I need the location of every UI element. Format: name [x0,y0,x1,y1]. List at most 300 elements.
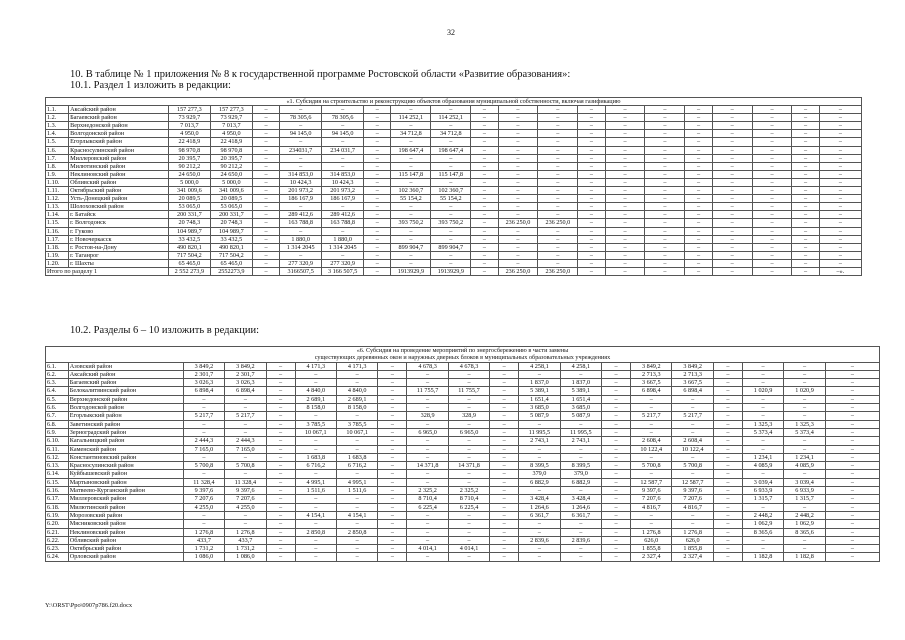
value-cell: 157 277,3 [168,106,210,114]
value-cell: – [431,251,471,259]
value-cell: – [825,453,879,461]
value-cell: – [498,259,538,267]
row-number: 1.8. [46,162,69,170]
value-cell: 433,7 [225,536,266,544]
value-cell: – [672,404,713,412]
value-cell: – [431,227,471,235]
value-cell: 73 929,7 [210,114,252,122]
value-cell: – [538,243,578,251]
value-cell: – [713,404,742,412]
table-caption-line-2: существующих деревянных окон и наружных дверных блоков в муниципальных образовательных учреждениях [46,354,880,362]
value-cell: 4 995,1 [295,478,336,486]
value-cell: – [183,453,224,461]
value-cell: – [407,420,448,428]
value-cell: 10 067,1 [336,428,377,436]
value-cell: – [364,130,391,138]
value-cell: 1 325,3 [742,420,783,428]
value-cell: – [560,453,601,461]
value-cell: – [538,187,578,195]
value-cell: – [295,412,336,420]
value-cell: – [378,370,407,378]
value-cell: – [631,470,672,478]
value-cell: – [490,478,519,486]
value-cell: 626,0 [631,536,672,544]
value-cell: – [819,146,861,154]
value-cell: 4 014,1 [407,545,448,553]
value-cell: – [712,267,752,275]
value-cell: – [183,428,224,436]
value-cell: 102 360,7 [391,187,431,195]
value-cell: – [742,470,783,478]
district-name: Заветинский район [68,420,183,428]
value-cell: – [448,478,489,486]
value-cell: 4 678,3 [407,362,448,370]
value-cell: 1 651,4 [560,395,601,403]
value-cell: – [605,138,645,146]
district-name: г. Волгодонск [69,219,169,227]
value-cell: – [252,170,279,178]
value-cell: – [266,553,295,561]
value-cell: – [752,235,792,243]
value-cell: – [471,195,498,203]
value-cell: – [645,195,685,203]
value-cell: 5 700,8 [672,462,713,470]
value-cell: – [266,412,295,420]
value-cell: 328,9 [448,412,489,420]
district-name: Октябрьский район [68,545,183,553]
value-cell: – [519,528,560,536]
value-cell: – [431,106,471,114]
value-cell: 24 650,0 [168,170,210,178]
value-cell: – [712,243,752,251]
value-cell: – [792,122,819,130]
value-cell: – [685,219,712,227]
row-number: 6.13. [46,462,69,470]
value-cell: – [672,511,713,519]
district-name: Мартыновский район [68,478,183,486]
value-cell: 2 713,3 [631,370,672,378]
value-cell: – [605,122,645,130]
row-number: 6.15. [46,478,69,486]
value-cell: – [336,470,377,478]
value-cell: – [602,503,631,511]
row-number: 1.14. [46,211,69,219]
value-cell: 5 700,8 [631,462,672,470]
value-cell: – [752,203,792,211]
value-cell: – [490,553,519,561]
value-cell: – [713,428,742,436]
value-cell: 198 647,4 [391,146,431,154]
value-cell: – [752,162,792,170]
value-cell: – [378,387,407,395]
value-cell: – [602,370,631,378]
value-cell: 4 171,3 [336,362,377,370]
row-number: 1.5. [46,138,69,146]
value-cell: 341 009,6 [168,187,210,195]
value-cell: – [713,379,742,387]
value-cell: – [364,146,391,154]
value-cell: 4 085,9 [784,462,825,470]
value-cell: – [819,211,861,219]
value-cell: – [183,420,224,428]
value-cell: – [322,106,364,114]
table-row [46,487,880,495]
district-name: Егорлыкский район [69,138,169,146]
value-cell: – [391,259,431,267]
value-cell: – [825,553,879,561]
table-sections-6-10 [45,346,880,562]
value-cell: – [645,130,685,138]
value-cell: – [252,235,279,243]
value-cell: 4 255,0 [225,503,266,511]
value-cell: – [578,203,605,211]
value-cell: – [560,370,601,378]
value-cell: 11 755,7 [407,387,448,395]
table-row [46,154,862,162]
value-cell: – [295,445,336,453]
value-cell: – [713,420,742,428]
value-cell: – [713,553,742,561]
value-cell: – [578,211,605,219]
value-cell: – [685,154,712,162]
row-number: 6.5. [46,395,69,403]
value-cell: – [605,146,645,154]
value-cell: – [752,187,792,195]
value-cell: – [792,251,819,259]
value-cell: – [364,195,391,203]
value-cell: – [252,114,279,122]
value-cell: – [490,362,519,370]
value-cell: 33 432,5 [210,235,252,243]
value-cell: – [364,211,391,219]
value-cell: – [578,219,605,227]
value-cell: 1 276,8 [672,528,713,536]
row-number: 6.19. [46,511,69,519]
district-name: Обливский район [69,178,169,186]
value-cell: – [364,235,391,243]
value-cell: 2 327,4 [672,553,713,561]
value-cell: – [819,251,861,259]
value-cell: 1 264,6 [560,503,601,511]
value-cell: 3 785,5 [295,420,336,428]
row-number: 1.6. [46,146,69,154]
value-cell: – [490,370,519,378]
value-cell: 7 207,6 [672,495,713,503]
value-cell: – [448,379,489,387]
value-cell: 1 086,0 [225,553,266,561]
value-cell: – [819,114,861,122]
value-cell: 6 716,2 [336,462,377,470]
value-cell: 3 039,4 [742,478,783,486]
value-cell: – [280,122,322,130]
value-cell: – [742,362,783,370]
table-row [46,267,862,275]
value-cell: – [819,219,861,227]
value-cell: – [252,138,279,146]
row-number: 6.12. [46,453,69,461]
value-cell: – [252,162,279,170]
value-cell: 9 397,6 [672,487,713,495]
value-cell: – [685,203,712,211]
value-cell: – [471,122,498,130]
value-cell: – [490,528,519,536]
district-name: г. Гуково [69,227,169,235]
value-cell: – [448,453,489,461]
value-cell: 2 325,2 [407,487,448,495]
value-cell: – [391,106,431,114]
value-cell: – [784,445,825,453]
value-cell: – [602,379,631,387]
value-cell: 234 031,7 [322,146,364,154]
value-cell: 4 950,0 [210,130,252,138]
value-cell: 78 305,6 [280,114,322,122]
table-row [46,462,880,470]
row-number: 1.2. [46,114,69,122]
value-cell: – [490,445,519,453]
value-cell: 4 995,1 [336,478,377,486]
value-cell: 20 748,3 [210,219,252,227]
value-cell: – [825,545,879,553]
value-cell: – [825,511,879,519]
value-cell: – [336,503,377,511]
value-cell: – [792,219,819,227]
value-cell: 3 667,5 [672,379,713,387]
value-cell: – [391,203,431,211]
table-row [46,420,880,428]
value-cell: 289 412,6 [322,211,364,219]
value-cell: – [431,162,471,170]
value-cell: 1 315,7 [784,495,825,503]
value-cell: – [712,203,752,211]
value-cell: – [538,130,578,138]
value-cell: – [448,528,489,536]
value-cell: 626,0 [672,536,713,544]
value-cell: – [685,251,712,259]
value-cell: – [471,259,498,267]
row-number: 1.1. [46,106,69,114]
value-cell: – [713,395,742,403]
value-cell: – [792,195,819,203]
value-cell: – [792,130,819,138]
value-cell: – [712,154,752,162]
value-cell: 3166507,5 [280,267,322,275]
value-cell: – [391,154,431,162]
district-name: Багаевский район [69,114,169,122]
value-cell: 20 395,7 [168,154,210,162]
table-row [46,536,880,544]
value-cell: – [538,154,578,162]
value-cell: 2 301,7 [225,370,266,378]
value-cell: – [560,520,601,528]
district-name: Красносулинский район [69,146,169,154]
value-cell: – [391,227,431,235]
value-cell: – [378,379,407,387]
value-cell: – [266,545,295,553]
value-cell: – [471,162,498,170]
value-cell: – [602,545,631,553]
value-cell: 1 511,6 [336,487,377,495]
value-cell: – [819,235,861,243]
value-cell: – [295,503,336,511]
value-cell: – [712,138,752,146]
value-cell: – [713,362,742,370]
value-cell: – [631,453,672,461]
value-cell: 65 465,0 [210,259,252,267]
value-cell: – [378,462,407,470]
value-cell: 7 013,7 [210,122,252,130]
value-cell: – [712,235,752,243]
value-cell: – [252,219,279,227]
value-cell: 6 898,4 [631,387,672,395]
value-cell: 1 062,9 [784,520,825,528]
value-cell: – [471,203,498,211]
district-name: Константиновский район [68,453,183,461]
value-cell: 7 207,6 [225,495,266,503]
value-cell: – [295,553,336,561]
value-cell: – [498,195,538,203]
value-cell: – [825,470,879,478]
value-cell: – [498,203,538,211]
value-cell: – [605,227,645,235]
value-cell: – [448,395,489,403]
value-cell: – [792,211,819,219]
value-cell: – [364,114,391,122]
value-cell: – [538,211,578,219]
value-cell: – [578,114,605,122]
value-cell: 3 026,3 [183,379,224,387]
value-cell: 1 651,4 [519,395,560,403]
value-cell: – [825,536,879,544]
row-number: 6.23. [46,545,69,553]
value-cell: – [752,146,792,154]
table-row [46,211,862,219]
value-cell: 9 397,6 [225,487,266,495]
value-cell: – [378,404,407,412]
value-cell: 6 225,4 [448,503,489,511]
value-cell: 198 647,4 [431,146,471,154]
value-cell: – [602,404,631,412]
value-cell: 5 217,7 [672,412,713,420]
row-number: 6.6. [46,404,69,412]
value-cell: 328,9 [407,412,448,420]
value-cell: 236 250,0 [538,219,578,227]
value-cell: 1 086,0 [183,553,224,561]
value-cell: – [713,503,742,511]
value-cell: 2 325,2 [448,487,489,495]
value-cell: – [490,520,519,528]
value-cell: – [378,412,407,420]
value-cell: – [605,162,645,170]
value-cell: – [825,445,879,453]
value-cell: – [322,251,364,259]
value-cell: 899 904,7 [391,243,431,251]
value-cell: – [685,211,712,219]
table-row [46,503,880,511]
value-cell: – [712,259,752,267]
value-cell: – [645,219,685,227]
value-cell: – [605,251,645,259]
value-cell: 4 840,0 [336,387,377,395]
district-name: г. Ростов-на-Дону [69,243,169,251]
value-cell: – [407,511,448,519]
value-cell: – [448,404,489,412]
heading-item-10-2: 10.2. Разделы 6 – 10 изложить в редакции: [70,325,259,336]
value-cell: 6 933,9 [742,487,783,495]
district-name: Неклиновский район [69,170,169,178]
value-cell: – [672,520,713,528]
value-cell: – [712,211,752,219]
value-cell: – [742,437,783,445]
value-cell: – [336,412,377,420]
value-cell: 5 000,0 [168,178,210,186]
value-cell: – [742,395,783,403]
value-cell: 90 212,2 [210,162,252,170]
value-cell: – [713,437,742,445]
value-cell: – [431,203,471,211]
value-cell: – [407,520,448,528]
value-cell: – [431,211,471,219]
district-name: г. Новочеркасск [69,235,169,243]
value-cell: 1 731,2 [225,545,266,553]
value-cell: – [490,545,519,553]
page-number: 32 [447,28,455,37]
value-cell: – [602,520,631,528]
value-cell: – [578,251,605,259]
value-cell: – [266,445,295,453]
value-cell: – [378,495,407,503]
value-cell: – [784,545,825,553]
value-cell: 34 712,8 [391,130,431,138]
value-cell: – [364,106,391,114]
value-cell: – [266,478,295,486]
value-cell: – [742,445,783,453]
value-cell: 55 154,2 [431,195,471,203]
value-cell: – [645,235,685,243]
value-cell: – [685,162,712,170]
value-cell: – [448,470,489,478]
value-cell: 8 710,4 [407,495,448,503]
value-cell: – [364,138,391,146]
value-cell: 236 250,0 [498,219,538,227]
value-cell: 341 009,6 [210,187,252,195]
district-name: Матвеево-Курганский район [68,487,183,495]
row-number: 1.16. [46,227,69,235]
value-cell: – [336,545,377,553]
value-cell: – [266,428,295,436]
value-cell: – [490,379,519,387]
value-cell: – [364,162,391,170]
value-cell: – [225,428,266,436]
table-row [46,470,880,478]
value-cell: 4 678,3 [448,362,489,370]
value-cell: – [819,195,861,203]
value-cell: – [336,495,377,503]
row-number: 1.18. [46,243,69,251]
row-number: 1.15. [46,219,69,227]
value-cell: – [713,487,742,495]
row-number: 6.16. [46,487,69,495]
value-cell: – [685,235,712,243]
value-cell: – [578,227,605,235]
value-cell: – [252,187,279,195]
row-number: 6.8. [46,420,69,428]
value-cell: 277 320,9 [322,259,364,267]
value-cell: – [631,404,672,412]
value-cell: – [407,536,448,544]
value-cell: 8 365,6 [784,528,825,536]
value-cell: 2 850,8 [336,528,377,536]
value-cell: – [645,211,685,219]
